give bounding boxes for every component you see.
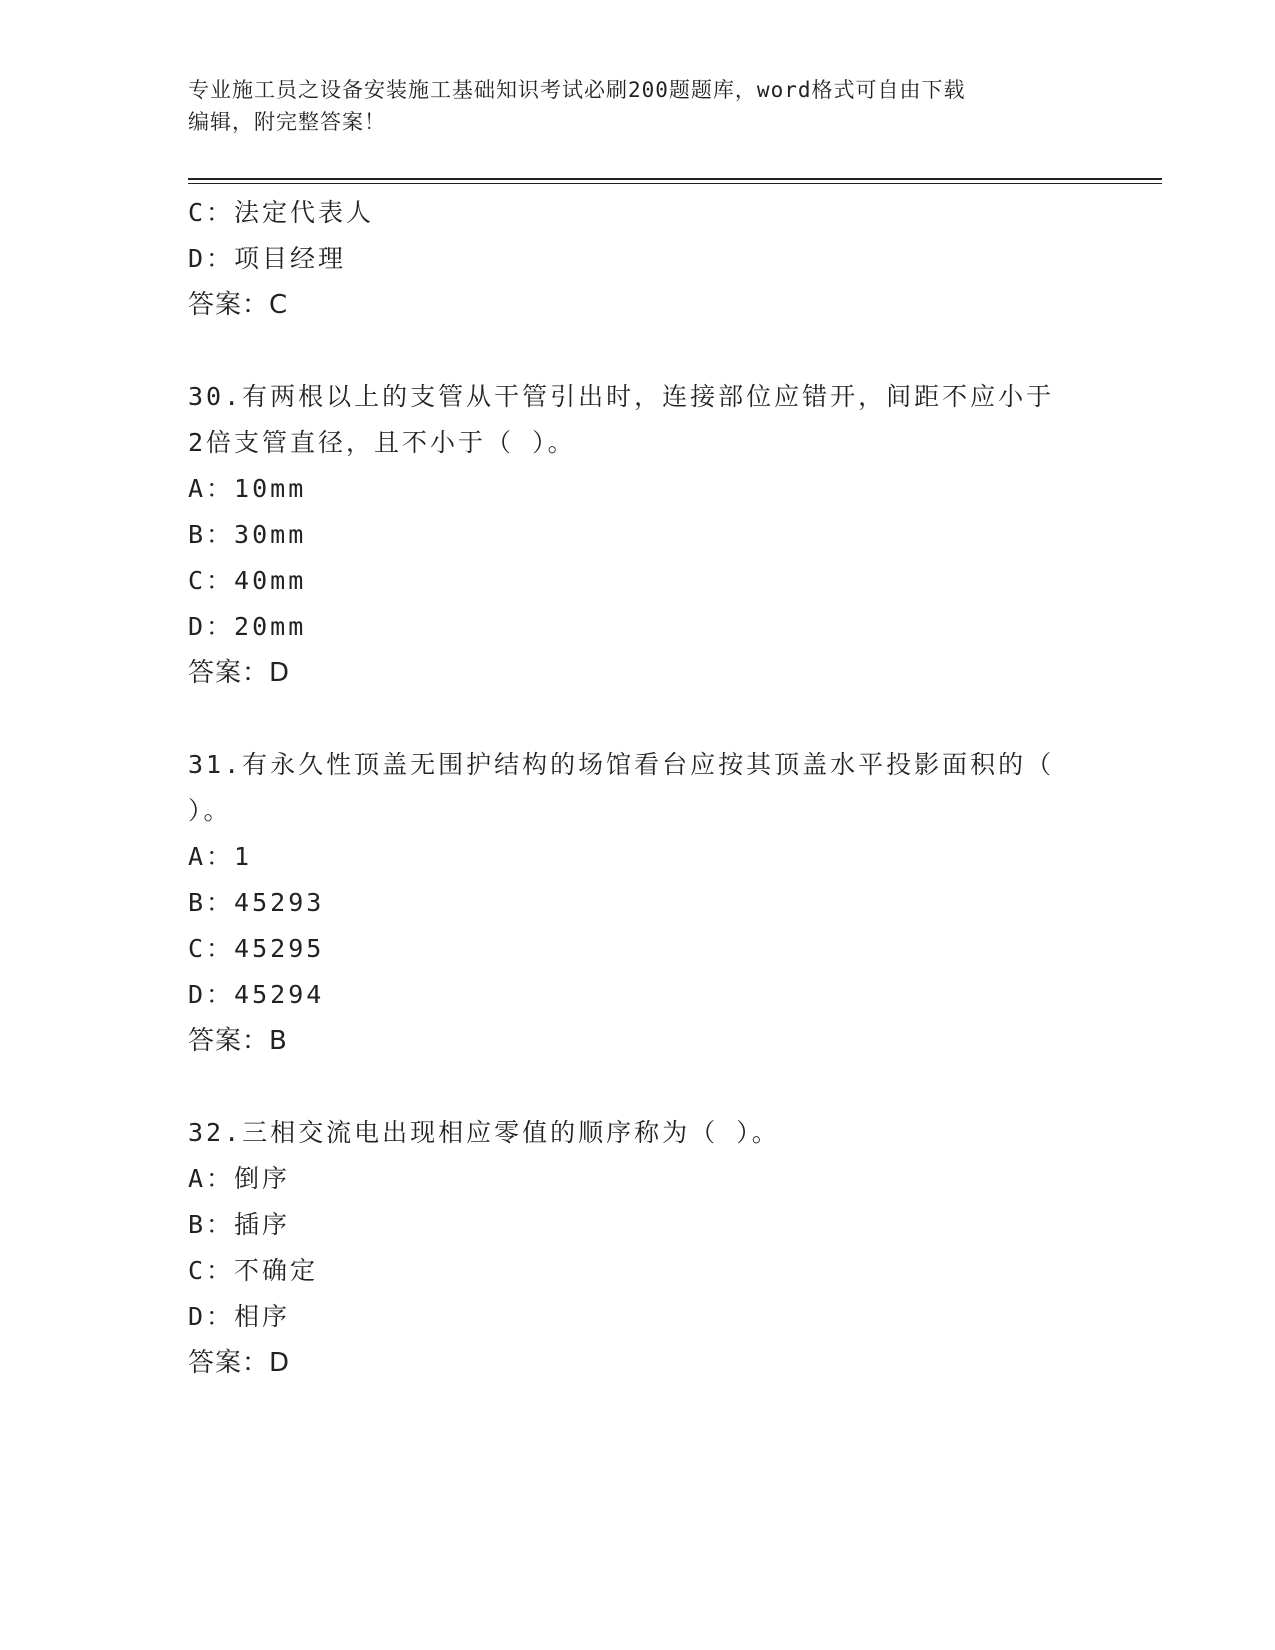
answer-line: 答案：B (188, 1026, 288, 1056)
option-a: A：倒序 (188, 1164, 291, 1193)
option-c: C：不确定 (188, 1256, 319, 1285)
option-b: B：30mm (188, 520, 307, 549)
spacer (188, 1064, 1088, 1110)
document-header (188, 74, 1088, 138)
question-29-tail (188, 190, 1088, 328)
question-32 (188, 1110, 1088, 1386)
header-divider-thick (188, 178, 1162, 180)
option-d: D：相序 (188, 1302, 291, 1331)
option-d: D：20mm (188, 612, 307, 641)
question-stem-line1: 32.三相交流电出现相应零值的顺序称为（ ）。 (188, 1118, 780, 1147)
question-stem-line2: ）。 (188, 796, 232, 825)
question-31 (188, 742, 1088, 1064)
option-b: B：插序 (188, 1210, 291, 1239)
option-d: D：45294 (188, 980, 325, 1009)
question-30 (188, 374, 1088, 696)
option-b: B：45293 (188, 888, 325, 917)
option-c: C：法定代表人 (188, 198, 375, 227)
answer-line: 答案：C (188, 290, 289, 320)
spacer (188, 328, 1088, 374)
answer-line: 答案：D (188, 658, 291, 688)
header-title-line1: 专业施工员之设备安装施工基础知识考试必刷200题题库，word格式可自由下载 (188, 78, 966, 102)
document-body (188, 190, 1088, 1386)
header-title-line2: 编辑，附完整答案！ (188, 110, 386, 134)
question-stem-line1: 30.有两根以上的支管从干管引出时，连接部位应错开，间距不应小于 (188, 382, 1055, 411)
header-divider-thin (188, 183, 1162, 184)
answer-line: 答案：D (188, 1348, 291, 1378)
option-a: A：10mm (188, 474, 307, 503)
question-stem-line1: 31.有永久性顶盖无围护结构的场馆看台应按其顶盖水平投影面积的（ (188, 750, 1055, 779)
option-c: C：45295 (188, 934, 325, 963)
question-stem-line2: 2倍支管直径，且不小于（ ）。 (188, 428, 576, 457)
option-c: C：40mm (188, 566, 307, 595)
option-d: D：项目经理 (188, 244, 347, 273)
spacer (188, 696, 1088, 742)
option-a: A：1 (188, 842, 253, 871)
